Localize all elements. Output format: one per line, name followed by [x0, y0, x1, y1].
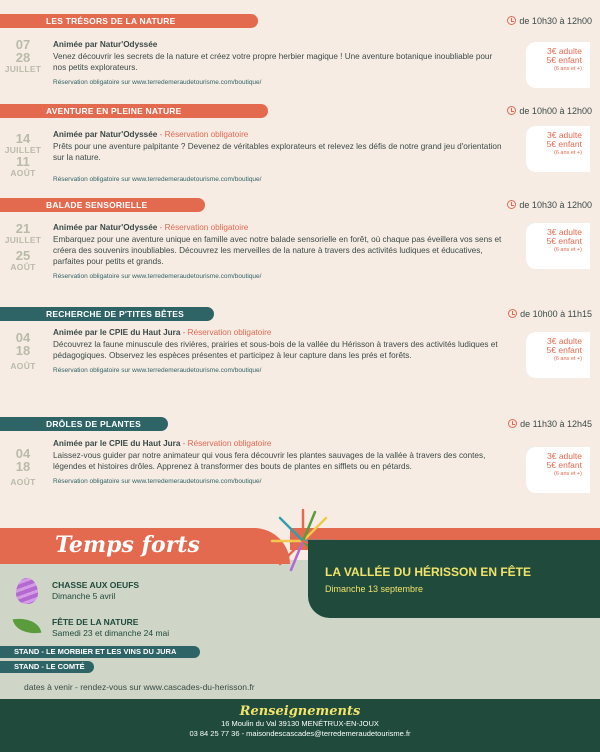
- stand-comte: STAND - LE COMTÉ: [0, 661, 94, 673]
- activity-description: Laissez-vous guider par notre animateur qui vous fera découvrir les plantes sauvages de la vallée à travers des contes, légendes et histoires drôles. Apprenez à transformer des bouts de plantes en sifflets ou en pétards.: [53, 451, 486, 471]
- fete-date: Dimanche 13 septembre: [325, 584, 424, 594]
- activity-description: Embarquez pour une aventure unique en famille avec notre balade sensorielle en forêt, où chaque pas éveillera vos sens et créera des souvenirs inoubliables. Découvrez les merveilles de la nature à travers des activités ludiques et éducatives, parfaites pour petits et grands.: [53, 235, 502, 266]
- clock-icon: [507, 200, 516, 209]
- activity-description: Prêts pour une aventure palpitante ? Devenez de véritables explorateurs et relevez les défis de notre grand jeu d'orientation sur la nature.: [53, 142, 502, 162]
- activity-description: Découvrez la faune minuscule des rivières, prairies et sous-bois de la vallée du Hérisson à travers des activités ludiques et pédagogiques. Observez les espèces présentes et participez à leur capture dans les prés et forêts.: [53, 340, 498, 360]
- activity-time: de 10h30 à 12h00: [507, 198, 592, 212]
- reservation-link[interactable]: Réservation obligatoire sur www.terredemeraudetourisme.com/boutique/: [53, 478, 262, 485]
- activity-animator: Animée par Natur'Odyssée - Réservation obligatoire: [53, 223, 249, 232]
- clock-icon: [508, 309, 517, 318]
- activity-time: de 10h30 à 12h00: [507, 14, 592, 28]
- reservation-link[interactable]: Réservation obligatoire sur www.terredemeraudetourisme.com/boutique/: [53, 273, 262, 280]
- activity-title: AVENTURE EN PLEINE NATURE: [0, 104, 268, 118]
- activity-body: [53, 129, 503, 185]
- activity-body: [53, 222, 503, 282]
- price-badge: 3€ adulte 5€ enfant (6 ans et +): [526, 126, 590, 172]
- reservation-link[interactable]: Réservation obligatoire sur www.terredemeraudetourisme.com/boutique/: [53, 367, 262, 374]
- clock-icon: [507, 106, 516, 115]
- event-chasse-aux-oeufs: CHASSE AUX OEUFS Dimanche 5 avril: [52, 580, 140, 601]
- fete-title: LA VALLÉE DU HÉRISSON EN FÊTE: [325, 565, 532, 579]
- activity-animator: Animée par le CPIE du Haut Jura - Réservation obligatoire: [53, 439, 272, 448]
- activity-title: LES TRÉSORS DE LA NATURE: [0, 14, 258, 28]
- activity-animator: Animée par Natur'Odyssée - Réservation obligatoire: [53, 130, 249, 139]
- activity-body: [53, 39, 503, 88]
- clock-icon: [508, 419, 517, 428]
- stand-morbier: STAND - LE MORBIER ET LES VINS DU JURA: [0, 646, 200, 658]
- activity-dates: 04 18 AOÛT: [10, 446, 36, 487]
- dates-a-venir: dates à venir - rendez-vous sur www.cascades-du-herisson.fr: [24, 682, 255, 692]
- activity-title: BALADE SENSORIELLE: [0, 198, 205, 212]
- price-badge: 3€ adulte 5€ enfant (6 ans et +): [526, 42, 590, 88]
- reservation-link[interactable]: Réservation obligatoire sur www.terredemeraudetourisme.com/boutique/: [53, 79, 262, 86]
- price-badge: 3€ adulte 5€ enfant (6 ans et +): [526, 447, 590, 493]
- easter-egg-icon: [16, 578, 38, 604]
- activity-time: de 10h00 à 11h15: [508, 307, 592, 321]
- activity-dates: 04 18 AOÛT: [10, 330, 36, 371]
- activity-dates: 07 28 JUILLET: [4, 37, 42, 74]
- activity-time: de 10h00 à 12h00: [507, 104, 592, 118]
- activity-dates: 14 JUILLET 11 AOÛT: [4, 131, 42, 178]
- activity-animator: Animée par le CPIE du Haut Jura - Réservation obligatoire: [53, 328, 272, 337]
- clock-icon: [507, 16, 516, 25]
- reservation-link[interactable]: Réservation obligatoire sur www.terredemeraudetourisme.com/boutique/: [53, 176, 262, 183]
- temps-forts-title: Temps forts: [55, 532, 200, 558]
- fete-panel: [308, 540, 600, 618]
- activity-time: de 11h30 à 12h45: [508, 417, 592, 431]
- activity-dates: 21 JUILLET 25 AOÛT: [4, 221, 42, 272]
- event-fete-de-la-nature: FÊTE DE LA NATURE Samedi 23 et dimanche 24 mai: [52, 617, 170, 638]
- address: 16 Moulin du Val 39130 MENÉTRUX-EN-JOUX: [221, 719, 379, 728]
- activity-description: Venez découvrir les secrets de la nature et créez votre propre herbier magique ! Une aventure botanique inoubliable pour nos petits explorateurs.: [53, 52, 493, 72]
- price-badge: 3€ adulte 5€ enfant (6 ans et +): [526, 332, 590, 378]
- contact: 03 84 25 77 36 - maisondescascades@terredemeraudetourisme.fr: [189, 729, 411, 738]
- renseignements-footer: [0, 699, 600, 752]
- price-badge: 3€ adulte 5€ enfant (6 ans et +): [526, 223, 590, 269]
- activity-animator: Animée par Natur'Odyssée: [53, 40, 158, 49]
- activity-title: RECHERCHE DE P'TITES BÊTES: [0, 307, 214, 321]
- activity-title: DRÔLES DE PLANTES: [0, 417, 168, 431]
- renseignements-title: Renseignements: [239, 704, 361, 719]
- activity-body: [53, 438, 503, 487]
- activity-body: [53, 327, 503, 376]
